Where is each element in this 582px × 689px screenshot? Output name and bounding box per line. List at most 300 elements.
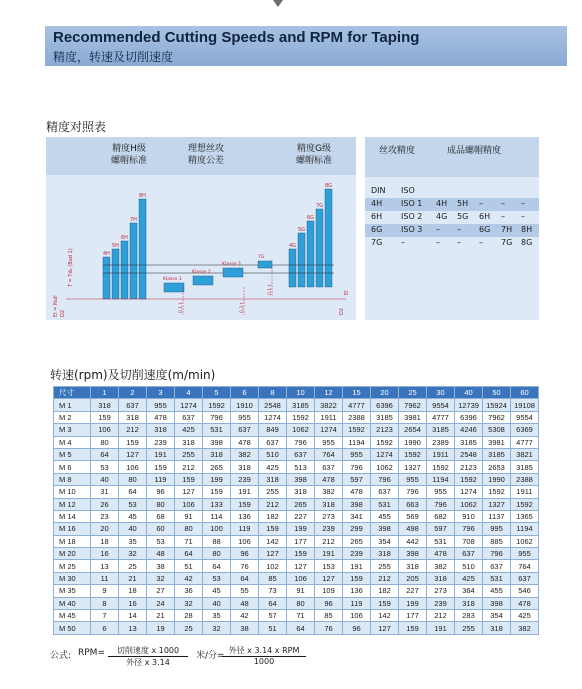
rpm-cell: 57: [259, 610, 287, 622]
class-box: [258, 261, 272, 268]
rpm-cell: 6396: [371, 399, 399, 411]
table-row: [54, 510, 539, 522]
rpm-cell: 80: [119, 473, 147, 485]
speed-column-header: 2: [119, 387, 147, 399]
rpm-cell: 35: [119, 535, 147, 547]
rpm-cell: 53: [203, 572, 231, 584]
rpm-cell: 4777: [511, 436, 539, 448]
rpm-cell: 40: [119, 523, 147, 535]
speed-column-header: 3: [147, 387, 175, 399]
rpm-cell: 239: [147, 436, 175, 448]
rpm-cell: 382: [231, 448, 259, 460]
rpm-cell: 255: [175, 448, 203, 460]
rpm-cell: 1911: [511, 486, 539, 498]
rpm-cell: 212: [259, 498, 287, 510]
rpm-cell: 199: [399, 597, 427, 609]
rpm-cell: 531: [371, 498, 399, 510]
thread-size-cell: M 45: [54, 610, 91, 622]
h-class-bar-label: 5H: [112, 243, 119, 249]
rpm-cell: 1274: [315, 424, 343, 436]
rpm-cell: 1592: [287, 411, 315, 423]
rpm-cell: 1194: [511, 523, 539, 535]
diagram-header-g-class: 精度G级 螺帽标准: [295, 144, 332, 166]
rpm-cell: 663: [399, 498, 427, 510]
class-label: Klasse 2: [192, 270, 211, 275]
rpm-cell: 637: [455, 548, 483, 560]
rpm-cell: 2388: [343, 411, 371, 423]
precision-table-cell: ISO 1: [401, 199, 423, 208]
rpm-cell: 796: [427, 498, 455, 510]
precision-table-cell: 7G: [501, 238, 513, 247]
precision-table-cell: 6G: [479, 225, 491, 234]
rpm-cell: 318: [315, 498, 343, 510]
rpm-cell: 91: [287, 585, 315, 597]
rpm-cell: 212: [371, 572, 399, 584]
formula-label: 公式:: [50, 651, 72, 661]
precision-table-cell: 6H: [479, 212, 491, 221]
rpm-cell: 106: [287, 572, 315, 584]
rpm-cell: 2388: [511, 473, 539, 485]
rpm-cell: 318: [399, 560, 427, 572]
rpm-cell: 955: [147, 399, 175, 411]
rpm-cell: 127: [371, 622, 399, 634]
rpm-cell: 142: [259, 535, 287, 547]
rpm-cell: 127: [287, 560, 315, 572]
rpm-cell: 2654: [399, 424, 427, 436]
rpm-cell: 85: [259, 572, 287, 584]
precision-table-cell: 6G: [371, 225, 383, 234]
rpm-cell: 1592: [399, 448, 427, 460]
rpm-cell: 199: [287, 523, 315, 535]
rpm-cell: 96: [315, 597, 343, 609]
rpm-cell: 764: [315, 448, 343, 460]
class-box: [164, 283, 184, 292]
speed-column-header: 30: [427, 387, 455, 399]
rpm-cell: 64: [91, 448, 119, 460]
axis-label-ei: EI: [344, 290, 350, 295]
precision-table-cell: 6H: [371, 212, 383, 221]
rpm-cell: 1910: [231, 399, 259, 411]
rpm-cell: 119: [231, 523, 259, 535]
rpm-cell: 9554: [427, 399, 455, 411]
table-row: [54, 622, 539, 634]
rpm-cell: 3981: [483, 436, 511, 448]
rpm-cell: 1365: [511, 510, 539, 522]
rpm-cell: 455: [483, 585, 511, 597]
rpm-cell: 51: [259, 622, 287, 634]
rpm-cell: 1194: [427, 473, 455, 485]
title-english: Recommended Cutting Speeds and RPM for Taping: [53, 29, 420, 46]
thread-size-cell: M 4: [54, 436, 91, 448]
table-row: [54, 399, 539, 411]
rpm-cell: 25: [175, 622, 203, 634]
rpm-cell: 191: [315, 548, 343, 560]
nut-precision-header: 成品螺帽精度: [447, 146, 502, 156]
rpm-cell: 159: [399, 622, 427, 634]
rpm-cell: 32: [203, 622, 231, 634]
speed-column-header: 15: [343, 387, 371, 399]
precision-table-cell: 7G: [371, 238, 383, 247]
rpm-cell: 398: [203, 436, 231, 448]
table-row: [54, 560, 539, 572]
table-row: [54, 548, 539, 560]
rpm-cell: 382: [315, 486, 343, 498]
rpm-cell: 53: [119, 498, 147, 510]
rpm-cell: 32: [175, 597, 203, 609]
rpm-cell: 88: [203, 535, 231, 547]
rpm-cell: 48: [147, 548, 175, 560]
rpm-cell: 955: [343, 448, 371, 460]
tolerance-chart: [46, 137, 356, 320]
thread-size-cell: M 5: [54, 448, 91, 460]
rpm-cell: 796: [203, 411, 231, 423]
rpm-cell: 682: [427, 510, 455, 522]
rpm-cell: 265: [343, 535, 371, 547]
rpm-cell: 1062: [371, 461, 399, 473]
rpm-cell: 1592: [203, 399, 231, 411]
rpm-cell: 119: [147, 473, 175, 485]
rpm-cell: 6396: [455, 411, 483, 423]
rpm-cell: 531: [203, 424, 231, 436]
rpm-cell: 4777: [343, 399, 371, 411]
rpm-cell: 318: [175, 436, 203, 448]
title-chinese: 精度，转速及切削速度: [53, 50, 174, 64]
rpm-cell: 849: [259, 424, 287, 436]
size-column-header: 尺寸: [54, 387, 91, 399]
g-class-bar: [298, 233, 305, 287]
rpm-cell: 51: [175, 560, 203, 572]
rpm-cell: 239: [315, 523, 343, 535]
rpm-cell: 23: [91, 510, 119, 522]
rpm-cell: 19: [147, 622, 175, 634]
rpm-cell: 64: [287, 622, 315, 634]
rpm-cell: 9: [91, 585, 119, 597]
speed-denominator: 1000: [253, 657, 275, 666]
precision-table-row: [365, 237, 539, 250]
rpm-cell: 1062: [287, 424, 315, 436]
rpm-cell: 569: [399, 510, 427, 522]
h-class-bar-label: 6H: [121, 235, 128, 241]
rpm-cell: 442: [399, 535, 427, 547]
rpm-cell: 159: [371, 597, 399, 609]
rpm-cell: 133: [203, 498, 231, 510]
precision-table-cell: –: [401, 238, 405, 247]
rpm-cell: 455: [371, 510, 399, 522]
rpm-cell: 80: [287, 597, 315, 609]
rpm-cell: 318: [91, 399, 119, 411]
rpm-cell: 1327: [483, 498, 511, 510]
precision-table-cell: ISO: [401, 186, 415, 195]
rpm-cell: 109: [315, 585, 343, 597]
rpm-cell: 637: [231, 424, 259, 436]
precision-table-cell: 4G: [436, 212, 448, 221]
rpm-cell: 45: [119, 510, 147, 522]
speed-table-header-row: [54, 387, 539, 399]
axis-label-d2-right: D2: [339, 307, 345, 315]
page-marker-arrow: [273, 0, 283, 7]
rpm-cell: 318: [147, 424, 175, 436]
rpm-cell: 1911: [315, 411, 343, 423]
rpm-cell: 191: [231, 486, 259, 498]
speed-column-header: 5: [203, 387, 231, 399]
rpm-cell: 14: [119, 610, 147, 622]
rpm-cell: 273: [315, 510, 343, 522]
rpm-cell: 19108: [511, 399, 539, 411]
rpm-cell: 136: [231, 510, 259, 522]
rpm-cell: 28: [175, 610, 203, 622]
h-class-bar: [130, 223, 137, 299]
rpm-cell: 1592: [455, 473, 483, 485]
rpm-cell: 910: [455, 510, 483, 522]
rpm-cell: 6: [91, 622, 119, 634]
speed-column-header: 40: [455, 387, 483, 399]
rpm-cell: 2123: [455, 461, 483, 473]
dimension-label: 0.1 t: [179, 302, 184, 313]
speed-formula-lhs: 米/分=: [196, 651, 225, 661]
speed-table: [53, 386, 539, 635]
precision-table: [365, 137, 539, 320]
rpm-cell: 1274: [175, 399, 203, 411]
thread-size-cell: M 10: [54, 486, 91, 498]
rpm-cell: 13: [91, 560, 119, 572]
rpm-cell: 637: [287, 448, 315, 460]
table-row: [54, 572, 539, 584]
rpm-cell: 36: [175, 585, 203, 597]
rpm-cell: 159: [91, 411, 119, 423]
rpm-cell: 159: [119, 436, 147, 448]
rpm-cell: 106: [231, 535, 259, 547]
rpm-cell: 273: [427, 585, 455, 597]
rpm-cell: 159: [175, 473, 203, 485]
rpm-cell: 182: [371, 585, 399, 597]
precision-table-cell: ISO 2: [401, 212, 423, 221]
precision-table-row: [365, 224, 539, 237]
rpm-cell: 1592: [427, 461, 455, 473]
rpm-cell: 182: [259, 510, 287, 522]
rpm-cell: 1274: [455, 486, 483, 498]
rpm-numerator: 切削速度 x 1000: [108, 645, 188, 657]
rpm-cell: 398: [483, 597, 511, 609]
rpm-cell: 510: [259, 448, 287, 460]
rpm-cell: 341: [343, 510, 371, 522]
speed-formula-fraction: [222, 645, 306, 666]
rpm-cell: 38: [231, 622, 259, 634]
table-row: [54, 597, 539, 609]
rpm-cell: 127: [259, 548, 287, 560]
rpm-cell: 425: [455, 572, 483, 584]
rpm-cell: 955: [315, 436, 343, 448]
rpm-cell: 239: [231, 473, 259, 485]
rpm-cell: 13: [119, 622, 147, 634]
rpm-cell: 637: [259, 436, 287, 448]
table-row: [54, 486, 539, 498]
rpm-cell: 796: [371, 473, 399, 485]
rpm-cell: 478: [343, 486, 371, 498]
table-row: [54, 523, 539, 535]
h-class-bar-label: 8H: [139, 193, 146, 199]
h-class-bar-label: 7H: [130, 217, 137, 223]
rpm-cell: 3822: [315, 399, 343, 411]
axis-label-d2-left: D2: [60, 309, 66, 317]
rpm-cell: 35: [203, 610, 231, 622]
rpm-cell: 513: [287, 461, 315, 473]
rpm-denominator: 外径 x 3.14: [126, 658, 170, 667]
rpm-cell: 106: [175, 498, 203, 510]
rpm-cell: 637: [315, 461, 343, 473]
rpm-cell: 3185: [287, 399, 315, 411]
precision-table-cell: 8G: [521, 238, 533, 247]
rpm-cell: 531: [427, 535, 455, 547]
speed-column-header: 60: [511, 387, 539, 399]
title-banner: [45, 26, 567, 66]
rpm-cell: 796: [483, 548, 511, 560]
rpm-cell: 16: [91, 548, 119, 560]
rpm-cell: 191: [147, 448, 175, 460]
table-row: [54, 585, 539, 597]
rpm-cell: 398: [287, 473, 315, 485]
rpm-cell: 1592: [483, 486, 511, 498]
rpm-cell: 1137: [483, 510, 511, 522]
rpm-cell: 106: [91, 424, 119, 436]
rpm-cell: 955: [231, 411, 259, 423]
rpm-cell: 64: [119, 486, 147, 498]
axis-label-ei-null: EI = Null: [53, 295, 59, 317]
rpm-cell: 42: [231, 610, 259, 622]
table-row: [54, 535, 539, 547]
rpm-cell: 76: [231, 560, 259, 572]
rpm-cell: 1592: [511, 498, 539, 510]
speed-column-header: 4: [175, 387, 203, 399]
rpm-cell: 546: [511, 585, 539, 597]
rpm-cell: 764: [511, 560, 539, 572]
tolerance-diagram: [46, 137, 356, 320]
rpm-cell: 32: [119, 548, 147, 560]
precision-table-cell: –: [457, 238, 461, 247]
rpm-cell: 53: [91, 461, 119, 473]
rpm-cell: 80: [175, 523, 203, 535]
rpm-cell: 11: [91, 572, 119, 584]
precision-table-cell: –: [436, 225, 440, 234]
rpm-cell: 637: [483, 560, 511, 572]
rpm-cell: 40: [203, 597, 231, 609]
table-row: [54, 610, 539, 622]
rpm-cell: 597: [427, 523, 455, 535]
rpm-cell: 318: [231, 461, 259, 473]
rpm-cell: 127: [315, 572, 343, 584]
rpm-cell: 96: [343, 622, 371, 634]
rpm-cell: 1327: [399, 461, 427, 473]
rpm-cell: 2389: [427, 436, 455, 448]
precision-table-cell: 4H: [436, 199, 448, 208]
rpm-formula-fraction: [108, 645, 188, 668]
precision-table-cell: –: [501, 212, 505, 221]
thread-size-cell: M 18: [54, 535, 91, 547]
rpm-cell: 159: [147, 461, 175, 473]
rpm-cell: 318: [483, 622, 511, 634]
rpm-cell: 398: [371, 523, 399, 535]
rpm-cell: 18: [119, 585, 147, 597]
class-label: Klasse 3: [222, 262, 241, 267]
precision-table-header: [365, 137, 539, 177]
rpm-cell: 796: [343, 461, 371, 473]
rpm-cell: 159: [259, 523, 287, 535]
rpm-cell: 995: [483, 523, 511, 535]
rpm-cell: 20: [91, 523, 119, 535]
rpm-cell: 16: [119, 597, 147, 609]
thread-size-cell: M 40: [54, 597, 91, 609]
rpm-cell: 127: [175, 486, 203, 498]
rpm-cell: 85: [315, 610, 343, 622]
rpm-cell: 212: [427, 610, 455, 622]
rpm-cell: 478: [231, 436, 259, 448]
rpm-cell: 119: [343, 597, 371, 609]
g-class-bar-label: 7G: [316, 203, 324, 209]
rpm-cell: 299: [343, 523, 371, 535]
rpm-cell: 398: [399, 548, 427, 560]
rpm-cell: 177: [287, 535, 315, 547]
rpm-cell: 114: [203, 510, 231, 522]
precision-table-row: [365, 211, 539, 224]
rpm-cell: 64: [231, 572, 259, 584]
rpm-cell: 2123: [371, 424, 399, 436]
rpm-cell: 96: [147, 486, 175, 498]
rpm-cell: 255: [455, 622, 483, 634]
rpm-cell: 425: [175, 424, 203, 436]
rpm-cell: 318: [119, 411, 147, 423]
speed-column-header: 12: [315, 387, 343, 399]
rpm-cell: 637: [175, 411, 203, 423]
rpm-cell: 637: [371, 486, 399, 498]
rpm-cell: 142: [371, 610, 399, 622]
rpm-cell: 27: [147, 585, 175, 597]
rpm-cell: 3185: [371, 411, 399, 423]
dimension-label: 0.3 t: [240, 302, 245, 313]
speed-column-header: 8: [259, 387, 287, 399]
thread-size-cell: M 6: [54, 461, 91, 473]
rpm-cell: 4777: [427, 411, 455, 423]
rpm-cell: 318: [427, 572, 455, 584]
rpm-cell: 212: [315, 535, 343, 547]
rpm-cell: 106: [119, 461, 147, 473]
rpm-cell: 7: [91, 610, 119, 622]
thread-size-cell: M 30: [54, 572, 91, 584]
precision-table-cell: DIN: [371, 186, 386, 195]
diagram-header-h-class: 精度H级 螺帽标准: [110, 144, 147, 166]
rpm-cell: 76: [315, 622, 343, 634]
precision-table-cell: –: [521, 212, 525, 221]
tap-precision-header: 丝攻精度: [379, 146, 416, 156]
precision-table-cell: 7H: [501, 225, 513, 234]
class-box: [223, 268, 243, 277]
rpm-cell: 637: [511, 572, 539, 584]
table-row: [54, 424, 539, 436]
rpm-cell: 318: [287, 486, 315, 498]
rpm-cell: 955: [511, 548, 539, 560]
rpm-cell: 205: [399, 572, 427, 584]
rpm-cell: 64: [259, 597, 287, 609]
rpm-cell: 199: [203, 473, 231, 485]
thread-size-cell: M 1: [54, 399, 91, 411]
rpm-cell: 1592: [371, 436, 399, 448]
rpm-cell: 498: [399, 523, 427, 535]
rpm-cell: 80: [147, 498, 175, 510]
rpm-cell: 510: [455, 560, 483, 572]
rpm-cell: 4246: [455, 424, 483, 436]
rpm-cell: 191: [427, 622, 455, 634]
rpm-cell: 708: [455, 535, 483, 547]
rpm-cell: 425: [259, 461, 287, 473]
rpm-cell: 6369: [511, 424, 539, 436]
